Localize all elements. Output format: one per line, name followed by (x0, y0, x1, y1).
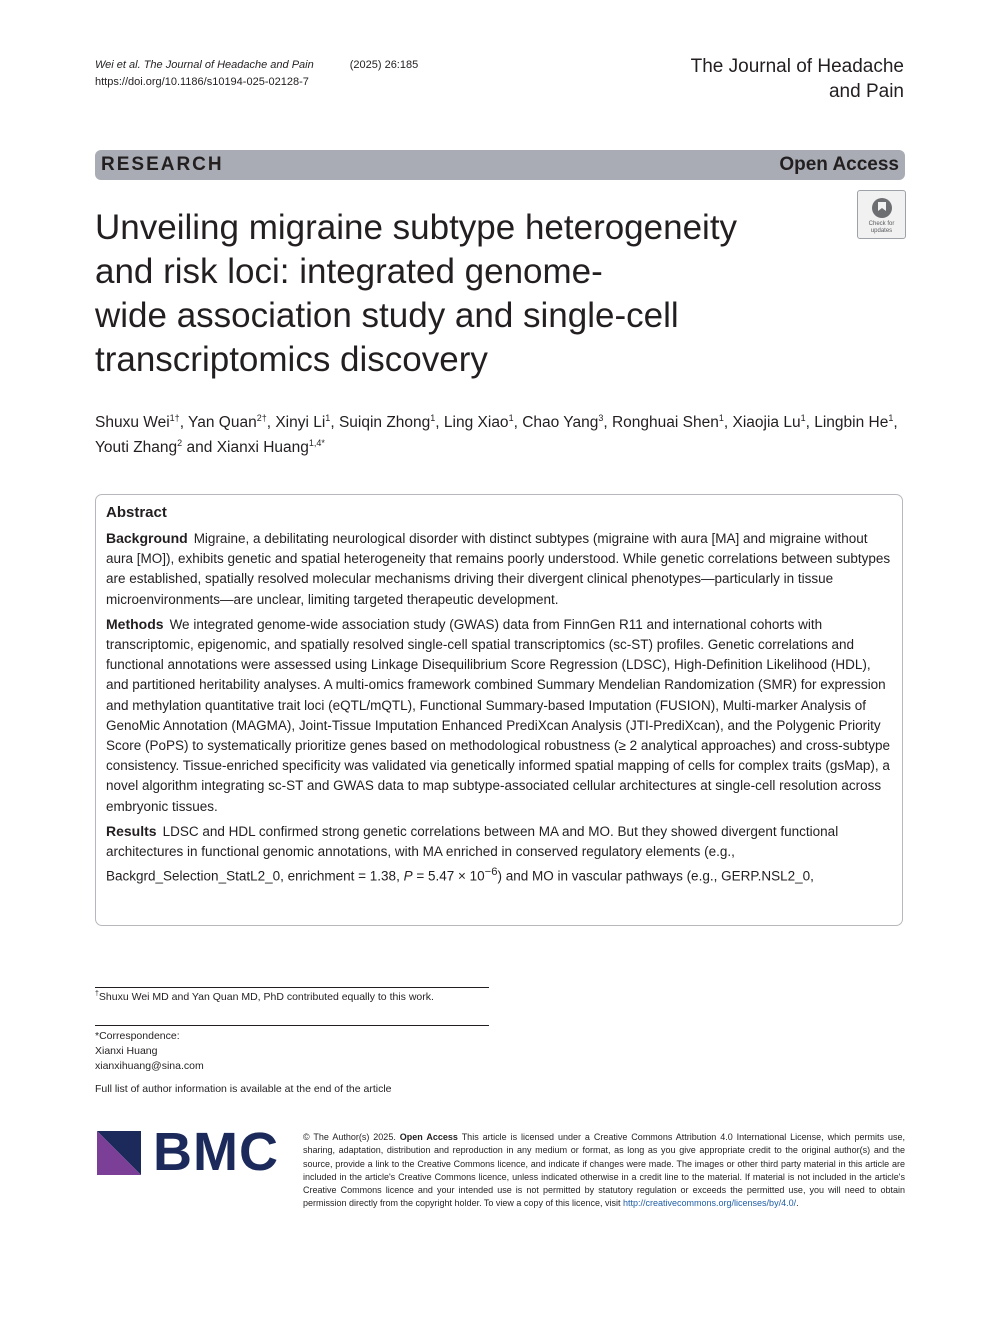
title-line: Unveiling migraine subtype heterogeneity (95, 208, 738, 247)
citation-authors: Wei et al. The Journal of Headache and Pain (95, 59, 314, 71)
bmc-logo (95, 1122, 285, 1182)
results-exponent: −6 (484, 866, 498, 879)
badge-line2: updates (870, 228, 893, 234)
check-for-updates-badge[interactable] (857, 190, 906, 239)
results-label: Results (106, 822, 157, 839)
author[interactable]: Ling Xiao$^1$ (443, 412, 514, 431)
author[interactable]: Xinyi Li$^1$ (275, 412, 331, 431)
article-type-label: RESEARCH (101, 154, 224, 175)
copyright-text: © The Author(s) 2025. (303, 1132, 396, 1142)
dagger-mark: † (95, 990, 99, 998)
methods-text: We integrated genome-wide association study (GWAS) data from FinnGen R11 and international cohorts with transcriptomic, epigenomic, and spatially resolved single-cell spatial transcriptomics (sc-ST) profiles. Genetic correlations and functional annotations were assessed using Linkage Disequilibrium Score Regression (LDSC), High-Definition Likelihood (HDL), and partitioned heritability analyses. A multi-omics framework combined Summary Mendelian Randomization (SMR) for expression and methylation quantitative trait loci (eQTL/mQTL), Functional Summary-based Imputation (FUSION), Multi-marker Analysis of GenoMic Annotation (MAGMA), Joint-Tissue Imputation Enhanced PrediXcan Analysis (JTI-PrediXcan), and the Polygenic Priority Score (PoPS) to systematically prioritize genes based on methodological robustness (≥ 2 analytical approaches) and cross-subtype consistency. Tissue-enriched specificity was validated via genetically informed spatial mapping of cells for complex traits (gsMap), a novel algorithm integrating sc-ST and GWAS data to map subtype-associated cellular architectures at single-cell resolution across embryonic tissues. (106, 616, 891, 814)
check-for-updates-text (858, 221, 905, 235)
correspondence-name: Xianxi Huang (95, 1045, 158, 1057)
title-line: wide association study and single-cell (95, 296, 679, 335)
results-text: ) and MO in vascular pathways (e.g., GERP.NSL2_0, (497, 868, 814, 884)
title-line: transcriptomics discovery (95, 340, 488, 379)
citation-line (95, 57, 418, 74)
correspondence-block (95, 1029, 495, 1074)
author[interactable]: Xianxi Huang$^{1,4*}$ (216, 437, 325, 456)
citation-block (95, 57, 418, 91)
author[interactable]: Xiaojia Lu$^1$ (732, 412, 806, 431)
abstract-background (106, 528, 892, 610)
author[interactable]: Yan Quan$^{2\dagger}$ (188, 412, 267, 431)
author[interactable]: Shuxu Wei$^{1\dagger}$ (95, 412, 180, 431)
author[interactable]: Youti Zhang$^2$ (95, 437, 183, 456)
article-title (95, 206, 815, 382)
authors-joiner: and (186, 439, 213, 456)
journal-name-line1: The Journal of Headache (690, 56, 904, 77)
license-link[interactable]: http://creativecommons.org/licenses/by/4.0/ (623, 1198, 797, 1209)
author[interactable]: Ronghuai Shen$^1$ (611, 412, 724, 431)
open-access-bold: Open Access (399, 1132, 458, 1142)
author-list: Shuxu Wei$^{1\dagger}$, Yan Quan$^{2\dagger}$, Xinyi Li$^1$, Suiqin Zhong$^1$, Ling Xiao$^1$, Chao Yang$^3$, Ronghuai Shen$^1$, Xiaojia Lu$^1$, Lingbin He$^1$, Youti Zhang$^2$ and Xianxi Huang$^{1,4*}$ (95, 412, 898, 456)
results-text: = 5.47 × 10 (412, 868, 485, 884)
author[interactable]: Lingbin He$^1$ (814, 412, 894, 431)
background-label: Background (106, 530, 188, 546)
abstract-results (106, 821, 892, 887)
methods-label: Methods (106, 615, 164, 632)
results-text: LDSC and HDL confirmed strong genetic correlations between MA and MO. But they showed divergent functional architectures in functional genomic annotations, with MA enriched in conserved regulatory elements (e.g., Backgrd_Selection_StatL2_0, enrichment = 1.38, (106, 823, 839, 884)
license-statement: © The Author(s) 2025. Open Access This article is licensed under a Creative Commons Attribution 4.0 International License, which permits use, sharing, adaptation, distribution and reproduction in any medium or format, as long as you give appropriate credit to the original author(s) and the source, provide a link to the Creative Commons licence, and indicate if changes were made. The images or other third party material in this article are included in the article's Creative Commons licence, unless indicated otherwise in a credit line to the material. If material is not included in the article's Creative Commons licence and your intended use is not permitted by statutory regulation or exceeds the permitted use, you will need to obtain permission directly from the copyright holder. To view a copy of this licence, visit http://creativecommons.org/licenses/by/4.0/. (303, 1132, 905, 1209)
citation-year: (2025) 26:185 (349, 59, 419, 71)
background-text: Migraine, a debilitating neurological disorder with distinct subtypes (migraine with aura [MA] and migraine without aura [MO]), exhibits genetic and spatial heterogeneity that remains poorly understood. While genetic correlations between subtypes are established, spatially resolved molecular mechanisms driving their divergent clinical phenotypes—particularly in tissue microenvironments—are unclear, limiting targeted therapeutic development. (106, 531, 891, 607)
journal-name (691, 54, 904, 104)
author[interactable]: Chao Yang$^3$ (522, 412, 604, 431)
footnote-divider (95, 1025, 489, 1026)
check-for-updates-icon (871, 197, 893, 219)
equal-contribution-note: †Shuxu Wei MD and Yan Quan MD, PhD contributed equally to this work. (95, 990, 434, 1003)
bmc-logo-text: BMC (153, 1122, 279, 1182)
footnote-divider (95, 987, 489, 988)
abstract-methods (106, 614, 892, 817)
article-type-bar (95, 150, 905, 180)
correspondence-label: *Correspondence: (95, 1030, 180, 1042)
license-text: This article is licensed under a Creative Commons Attribution 4.0 International License, which permits use, sharing, adaptation, distribution and reproduction in any medium or format, as long as you give appropriate credit to the original author(s) and the source, provide a link to the Creative Commons licence, and indicate if changes were made. The images or other third party material in this article are included in the article's Creative Commons licence, unless indicated otherwise in a credit line to the material. If material is not included in the article's Creative Commons licence and your intended use is not permitted by statutory regulation or exceeds the permitted use, you will need to obtain permission directly from the copyright holder. To view a copy of this licence, visit (303, 1132, 905, 1209)
journal-name-line2: and Pain (828, 81, 904, 102)
bmc-logo-icon (95, 1129, 145, 1177)
abstract-heading: Abstract (106, 504, 167, 521)
abstract-box (95, 494, 903, 926)
author[interactable]: Suiqin Zhong$^1$ (338, 412, 436, 431)
title-line: and risk loci: integrated genome- (95, 252, 603, 291)
badge-line1: Check for (868, 221, 895, 227)
author-info-note: Full list of author information is available at the end of the article (95, 1083, 392, 1095)
p-value-symbol: P (403, 868, 413, 884)
doi-link[interactable]: https://doi.org/10.1186/s10194-025-02128-7 (95, 76, 309, 88)
open-access-label: Open Access (779, 154, 899, 175)
correspondence-email[interactable]: xianxihuang@sina.com (95, 1060, 204, 1072)
